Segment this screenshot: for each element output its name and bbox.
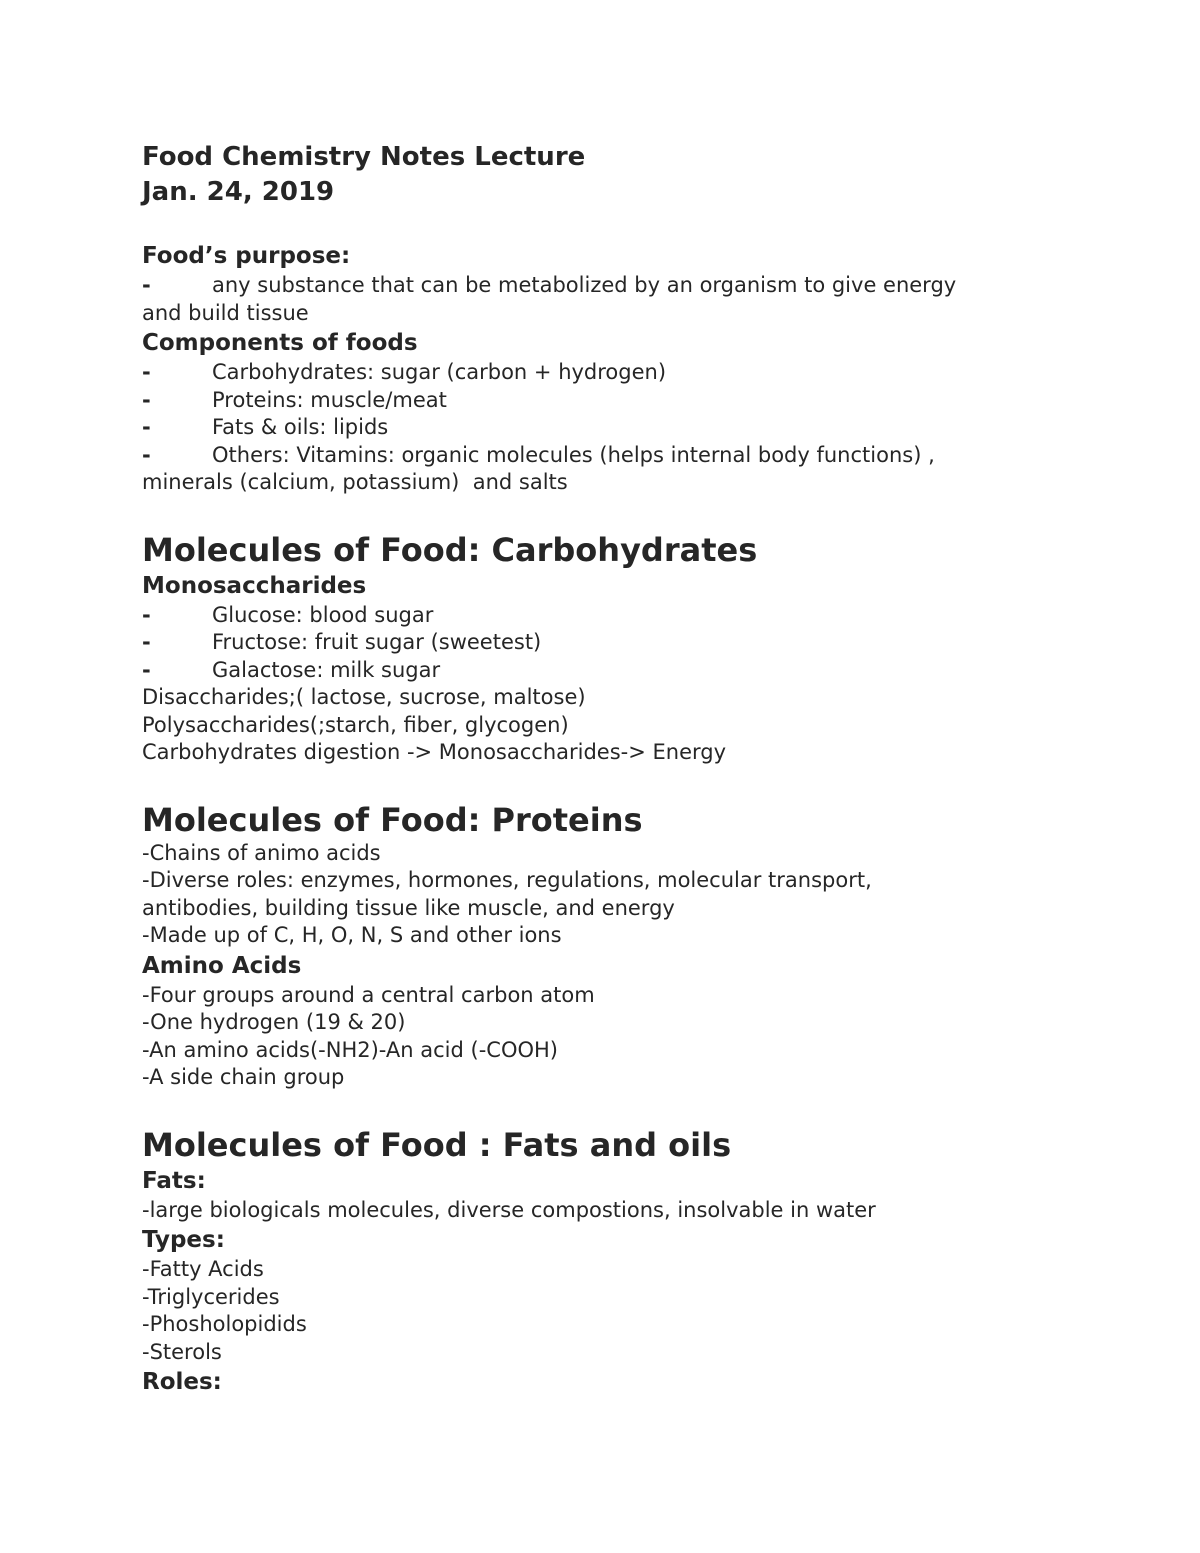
bullet-dash: - [142,387,151,412]
monosaccharide-bullet [142,657,1082,685]
components-continuation: minerals (calcium, potassium) and salts [142,470,568,494]
fats-heading: Fats: [142,1167,206,1194]
components-bullet [142,442,1082,470]
components-bullet [142,387,1082,415]
proteins-line: -Diverse roles: enzymes, hormones, regulations, molecular transport, [142,868,872,892]
amino-line: -Four groups around a central carbon atom [142,982,595,1007]
carbs-section-title: Molecules of Food: Carbohydrates [142,530,758,569]
document-title: Food Chemistry Notes Lecture [142,142,586,172]
bullet-dash: - [142,630,151,654]
document-page [142,140,1082,1398]
bullet-dash: - [142,657,151,682]
monosaccharide-bullet [142,629,1082,657]
amino-line: -An amino acids(-NH2)-An acid (-COOH) [142,1037,559,1062]
bullet-dash: - [142,442,151,467]
roles-heading: Roles: [142,1369,222,1395]
amino-acids-heading: Amino Acids [142,952,302,979]
proteins-line: -Made up of C, H, O, N, S and other ions [142,923,562,947]
bullet-text: Proteins: muscle/meat [212,387,447,412]
bullet-text: Fructose: fruit sugar (sweetest) [212,630,542,654]
bullet-text: Glucose: blood sugar [212,602,434,627]
purpose-continuation: and build tissue [142,300,309,325]
types-line: -Sterols [142,1339,222,1364]
carbs-line: Carbohydrates digestion -> Monosaccharides-> Energy [142,740,727,764]
amino-line: -One hydrogen (19 & 20) [142,1010,406,1034]
proteins-section-title: Molecules of Food: Proteins [142,800,643,839]
fats-section-title: Molecules of Food : Fats and oils [142,1125,732,1164]
bullet-text: Carbohydrates: sugar (carbon + hydrogen) [212,360,667,384]
monosaccharides-heading: Monosaccharides [142,572,367,599]
fats-line: -large biologicals molecules, diverse compostions, insolvable in water [142,1197,876,1222]
bullet-text: Galactose: milk sugar [212,657,441,682]
components-bullet [142,359,1082,387]
components-heading: Components of foods [142,330,418,356]
components-bullet [142,414,1082,442]
proteins-line: -Chains of animo acids [142,840,381,865]
bullet-text: any substance that can be metabolized by an organism to give energy [212,273,957,297]
bullet-text: Others: Vitamins: organic molecules (helps internal body functions) , [212,442,935,467]
types-heading: Types: [142,1227,225,1253]
bullet-dash: - [142,415,151,439]
bullet-dash: - [142,602,151,627]
document-date: Jan. 24, 2019 [142,177,335,207]
bullet-dash: - [142,360,151,384]
types-line: -Phosholopidids [142,1312,307,1336]
bullet-dash: - [142,273,151,297]
purpose-bullet [142,272,1082,300]
types-line: -Fatty Acids [142,1257,264,1281]
purpose-heading: Food’s purpose: [142,243,351,269]
amino-line: -A side chain group [142,1065,345,1089]
carbs-line: Polysaccharides(;starch, fiber, glycogen) [142,712,569,737]
bullet-text: Fats & oils: lipids [212,415,389,439]
proteins-line: antibodies, building tissue like muscle, and energy [142,895,675,920]
types-line: -Triglycerides [142,1284,280,1309]
carbs-line: Disaccharides;( lactose, sucrose, maltose) [142,685,586,709]
monosaccharide-bullet [142,602,1082,630]
